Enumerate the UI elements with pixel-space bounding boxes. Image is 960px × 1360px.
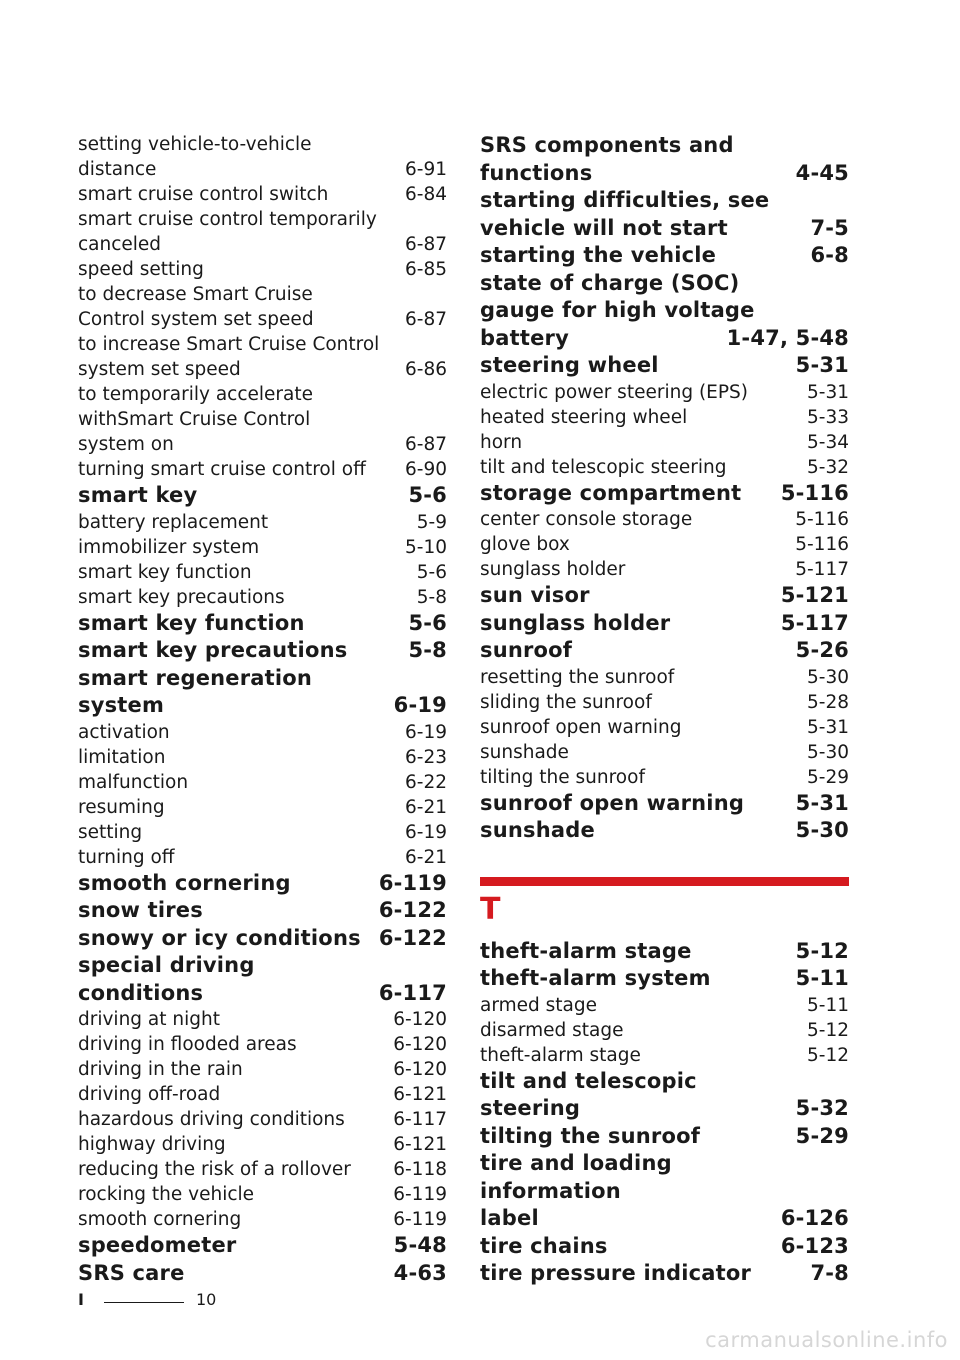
index-main-entry: [480, 637, 849, 665]
entry-page-ref: 5-116: [780, 480, 849, 505]
entry-page-ref: 6-91: [405, 159, 447, 180]
index-main-entry: [78, 637, 447, 665]
entry-term: resetting the sunroof: [480, 666, 675, 688]
entry-page-ref: 5-12: [795, 938, 849, 963]
index-column-right: [480, 132, 849, 1288]
entry-page-ref: 6-122: [378, 925, 447, 950]
entry-page-ref: 1-47, 5-48: [726, 325, 849, 350]
entry-page-ref: 5-31: [807, 716, 849, 738]
entry-term: armed stage: [480, 994, 597, 1016]
index-main-entry: [480, 1260, 849, 1288]
entry-page-ref: 6-119: [393, 1209, 447, 1230]
entry-page-ref: 5-30: [807, 666, 849, 688]
entry-term: driving off-road: [78, 1084, 221, 1105]
entry-page-ref: 5-29: [807, 766, 849, 788]
entry-term: center console storage: [480, 509, 693, 530]
index-sub-entry: [78, 1207, 447, 1232]
entry-page-ref: 6-22: [405, 771, 447, 793]
entry-page-ref: 6-87: [405, 309, 447, 330]
entry-page-ref: 5-117: [780, 610, 849, 635]
entry-page-ref: 6-117: [393, 1109, 447, 1130]
index-sub-entry: [78, 795, 447, 820]
entry-page-ref: 5-12: [807, 1044, 849, 1066]
entry-page-ref: 5-30: [807, 741, 849, 763]
index-main-entry: [480, 1068, 849, 1123]
index-sub-entry: [480, 765, 849, 790]
entry-page-ref: 5-31: [795, 790, 849, 815]
index-main-entry: [480, 610, 849, 638]
entry-page-ref: 6-90: [405, 459, 447, 480]
page-number: 10: [196, 1290, 217, 1309]
index-sub-entry: [480, 532, 849, 557]
entry-term: sunroof open warning: [480, 716, 682, 738]
entry-term: snowy or icy conditions: [78, 925, 361, 950]
entry-term: turning off: [78, 846, 175, 868]
entry-term: steering wheel: [480, 353, 659, 377]
index-sub-entry: [78, 457, 447, 482]
entry-term: to decrease Smart Cruise Control system set speed: [78, 284, 314, 330]
index-sub-entry: [78, 332, 447, 382]
entry-term: battery replacement: [78, 511, 269, 533]
entry-page-ref: 5-6: [408, 610, 447, 635]
entry-page-ref: 5-9: [416, 511, 447, 533]
entry-term: to increase Smart Cruise Control system set speed: [78, 334, 380, 380]
entry-term: sunshade: [480, 818, 595, 842]
footer-section-letter: I: [78, 1290, 84, 1309]
entry-term: smart cruise control temporarily canceled: [78, 209, 377, 255]
index-main-entry: [480, 270, 849, 353]
entry-page-ref: 5-117: [795, 559, 849, 580]
entry-term: sunshade: [480, 741, 569, 763]
entry-page-ref: 5-30: [795, 818, 849, 842]
entry-term: setting vehicle-to-vehicle distance: [78, 134, 312, 180]
entry-page-ref: 5-34: [807, 431, 849, 453]
index-sub-entry: [480, 715, 849, 740]
entry-page-ref: 4-45: [795, 160, 849, 185]
index-main-entry: [480, 938, 849, 966]
entry-page-ref: 4-63: [393, 1260, 447, 1285]
index-main-entry: [480, 817, 849, 845]
entry-page-ref: 5-8: [408, 638, 447, 662]
index-sub-entry: [78, 1082, 447, 1107]
entry-term: sunglass holder: [480, 559, 626, 580]
entry-term: speedometer: [78, 1233, 237, 1257]
entry-page-ref: 5-33: [807, 406, 849, 428]
index-sub-entry: [78, 845, 447, 870]
index-sub-entry: [78, 132, 447, 182]
entry-term: to temporarily accelerate withSmart Cruise Control system on: [78, 384, 313, 455]
index-main-entry: [480, 790, 849, 818]
entry-page-ref: 6-123: [780, 1233, 849, 1258]
entry-page-ref: 5-32: [795, 1096, 849, 1120]
entry-term: sunroof: [480, 638, 573, 662]
section-letter: T: [480, 891, 501, 927]
entry-page-ref: 5-31: [795, 353, 849, 377]
entry-term: starting the vehicle: [480, 243, 717, 267]
watermark: carmanualsonline.info: [705, 1328, 948, 1352]
entry-page-ref: 6-121: [393, 1134, 447, 1155]
index-main-entry: [78, 870, 447, 898]
index-sub-entry: [480, 455, 849, 480]
index-sub-entry: [78, 745, 447, 770]
index-sub-entry: [78, 1132, 447, 1157]
entry-term: glove box: [480, 534, 570, 555]
index-main-entry: [480, 480, 849, 508]
index-sub-entry: [480, 993, 849, 1018]
index-main-entry: [480, 352, 849, 380]
entry-page-ref: 6-120: [393, 1009, 447, 1030]
entry-page-ref: 5-116: [795, 509, 849, 530]
entry-page-ref: 6-126: [780, 1206, 849, 1230]
index-main-entry: [78, 1232, 447, 1260]
entry-term: smart cruise control switch: [78, 184, 329, 205]
entry-term: tire chains: [480, 1233, 608, 1258]
entry-page-ref: 7-5: [810, 215, 849, 240]
entry-term: snow tires: [78, 898, 203, 922]
entry-term: limitation: [78, 746, 166, 768]
entry-page-ref: 5-11: [795, 966, 849, 990]
entry-page-ref: 5-116: [795, 534, 849, 555]
index-sub-entry: [78, 1157, 447, 1182]
index-main-entry: [78, 897, 447, 925]
entry-term: resuming: [78, 796, 165, 818]
entry-term: hazardous driving conditions: [78, 1109, 345, 1130]
entry-page-ref: 5-28: [807, 691, 849, 713]
entry-page-ref: 6-19: [405, 721, 447, 743]
entry-term: SRS care: [78, 1260, 185, 1285]
entry-term: turning smart cruise control off: [78, 459, 366, 480]
entry-page-ref: 5-6: [416, 561, 447, 583]
entry-term: tire pressure indicator: [480, 1261, 752, 1285]
entry-page-ref: 5-10: [405, 536, 447, 558]
entry-page-ref: 6-122: [378, 898, 447, 922]
entry-term: sunglass holder: [480, 610, 671, 635]
entry-page-ref: 6-23: [405, 746, 447, 768]
index-main-entry: [78, 610, 447, 638]
entry-term: horn: [480, 431, 523, 453]
index-main-entry: [480, 242, 849, 270]
entry-term: tilt and telescopic steering: [480, 456, 727, 478]
entry-term: malfunction: [78, 771, 189, 793]
index-sub-entry: [78, 382, 447, 457]
footer-divider: [104, 1302, 184, 1303]
entry-page-ref: 6-117: [378, 980, 447, 1005]
entry-term: tilting the sunroof: [480, 1123, 701, 1148]
entry-page-ref: 5-29: [795, 1123, 849, 1148]
entry-term: tilting the sunroof: [480, 766, 645, 788]
index-sub-entry: [78, 535, 447, 560]
entry-term: immobilizer system: [78, 536, 260, 558]
entry-term: smooth cornering: [78, 1209, 242, 1230]
index-main-entry: [78, 952, 447, 1007]
index-sub-entry: [480, 507, 849, 532]
index-main-entry: [480, 1150, 849, 1233]
entry-page-ref: 7-8: [810, 1261, 849, 1285]
entry-term: disarmed stage: [480, 1019, 624, 1041]
index-sub-entry: [480, 557, 849, 582]
index-main-entry: [480, 1233, 849, 1261]
entry-term: sun visor: [480, 583, 590, 607]
entry-term: sliding the sunroof: [480, 691, 652, 713]
entry-page-ref: 6-118: [393, 1159, 447, 1180]
entry-page-ref: 5-8: [416, 586, 447, 608]
entry-term: smooth cornering: [78, 870, 291, 895]
entry-page-ref: 5-48: [393, 1233, 447, 1257]
index-sub-entry: [78, 207, 447, 257]
index-sub-entry: [480, 665, 849, 690]
entry-page-ref: 6-19: [405, 821, 447, 843]
index-sub-entry: [480, 1043, 849, 1068]
entry-term: smart regeneration system: [78, 665, 313, 717]
index-sub-entry: [78, 1007, 447, 1032]
entry-term: electric power steering (EPS): [480, 381, 748, 403]
entry-term: theft-alarm system: [480, 966, 711, 990]
index-sub-entry: [78, 1032, 447, 1057]
entry-page-ref: 5-32: [807, 456, 849, 478]
index-main-entry: [480, 187, 849, 242]
entry-term: smart key function: [78, 610, 305, 635]
entry-page-ref: 6-85: [405, 259, 447, 280]
index-sub-entry: [78, 820, 447, 845]
index-main-entry: [480, 1123, 849, 1151]
entry-page-ref: 6-19: [393, 693, 447, 717]
entry-term: driving in flooded areas: [78, 1034, 297, 1055]
entry-page-ref: 6-84: [405, 184, 447, 205]
index-main-entry: [78, 482, 447, 510]
entry-page-ref: 5-31: [807, 381, 849, 403]
entry-term: tire and loading information label: [480, 1151, 672, 1230]
entry-term: smart key precautions: [78, 586, 285, 608]
index-main-entry: [78, 925, 447, 953]
index-sub-entry: [78, 1057, 447, 1082]
entry-term: tilt and telescopic steering: [480, 1068, 697, 1120]
index-sub-entry: [78, 257, 447, 282]
entry-page-ref: 6-120: [393, 1034, 447, 1055]
entry-term: setting: [78, 821, 143, 843]
entry-page-ref: 6-8: [810, 243, 849, 267]
entry-term: starting difficulties, see vehicle will not start: [480, 188, 770, 240]
entry-page-ref: 5-11: [807, 994, 849, 1016]
entry-term: special driving conditions: [78, 953, 255, 1005]
entry-term: sunroof open warning: [480, 790, 745, 815]
entry-term: smart key: [78, 483, 198, 507]
index-sub-entry: [480, 690, 849, 715]
index-sub-entry: [78, 182, 447, 207]
entry-page-ref: 5-12: [807, 1019, 849, 1041]
entry-term: heated steering wheel: [480, 406, 688, 428]
entry-term: theft-alarm stage: [480, 1044, 641, 1066]
index-sub-entry: [78, 720, 447, 745]
index-sub-entry: [78, 510, 447, 535]
index-main-entry: [78, 1260, 447, 1288]
entry-term: activation: [78, 721, 170, 743]
entry-term: speed setting: [78, 259, 204, 280]
entry-term: highway driving: [78, 1134, 226, 1155]
index-sub-entry: [78, 770, 447, 795]
entry-term: driving at night: [78, 1009, 220, 1030]
entry-page-ref: 5-26: [795, 638, 849, 662]
index-main-entry: [480, 582, 849, 610]
index-sub-entry: [480, 740, 849, 765]
section-divider: [480, 877, 849, 886]
index-sub-entry: [480, 380, 849, 405]
entry-term: theft-alarm stage: [480, 938, 692, 963]
index-main-entry: [78, 665, 447, 720]
entry-page-ref: 6-21: [405, 796, 447, 818]
entry-page-ref: 6-120: [393, 1059, 447, 1080]
entry-term: driving in the rain: [78, 1059, 243, 1080]
index-main-entry: [480, 965, 849, 993]
entry-page-ref: 6-119: [393, 1184, 447, 1205]
index-main-entry: [480, 132, 849, 187]
index-sub-entry: [78, 585, 447, 610]
entry-page-ref: 6-119: [378, 870, 447, 895]
index-sub-entry: [480, 1018, 849, 1043]
index-sub-entry: [78, 1107, 447, 1132]
entry-page-ref: 6-121: [393, 1084, 447, 1105]
index-column-left: [78, 132, 447, 1287]
entry-page-ref: 6-87: [405, 434, 447, 455]
entry-term: storage compartment: [480, 480, 742, 505]
entry-term: state of charge (SOC) gauge for high voltage battery: [480, 270, 755, 350]
entry-page-ref: 5-6: [408, 483, 447, 507]
index-sub-entry: [78, 282, 447, 332]
entry-page-ref: 6-21: [405, 846, 447, 868]
entry-page-ref: 6-87: [405, 234, 447, 255]
entry-term: smart key function: [78, 561, 252, 583]
entry-page-ref: 5-121: [780, 583, 849, 607]
index-sub-entry: [480, 430, 849, 455]
entry-page-ref: 6-86: [405, 359, 447, 380]
entry-term: reducing the risk of a rollover: [78, 1159, 351, 1180]
index-sub-entry: [78, 1182, 447, 1207]
index-sub-entry: [480, 405, 849, 430]
entry-term: smart key precautions: [78, 638, 348, 662]
entry-term: rocking the vehicle: [78, 1184, 255, 1205]
entry-term: SRS components and functions: [480, 133, 734, 185]
index-sub-entry: [78, 560, 447, 585]
